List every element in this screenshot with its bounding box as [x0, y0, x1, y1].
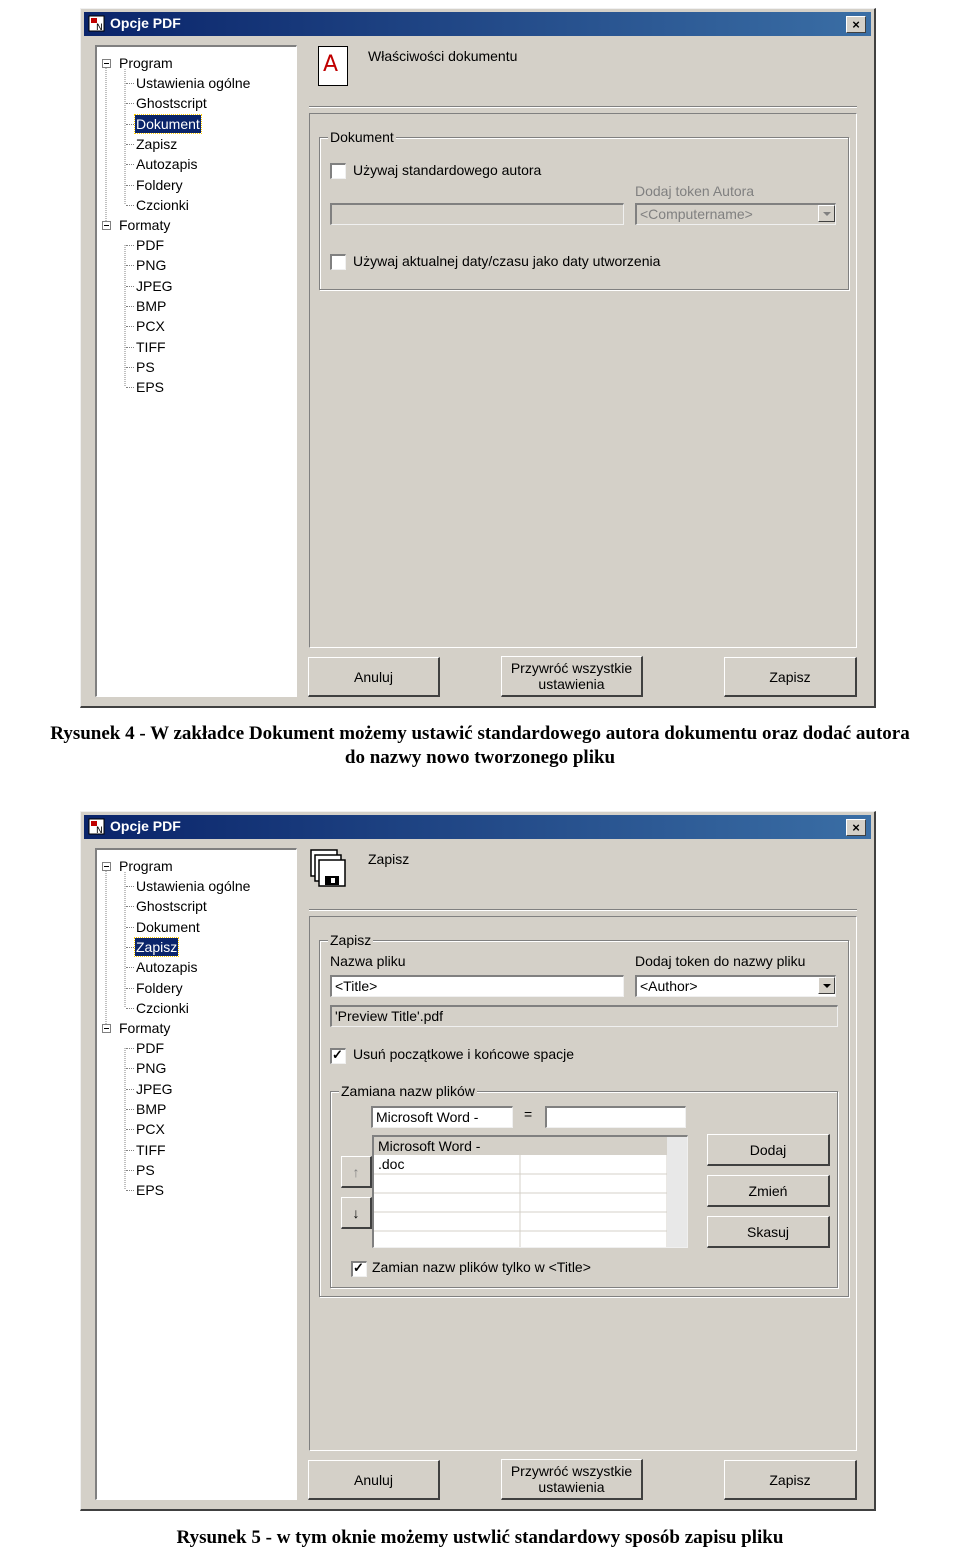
group-rename: [330, 1083, 838, 1288]
restore-line1: Przywróć wszystkie: [510, 1463, 633, 1479]
tree-node-item[interactable]: Ghostscript: [136, 95, 207, 112]
tree-node-item[interactable]: BMP: [136, 1100, 167, 1117]
tree-node-item[interactable]: Dokument: [136, 115, 200, 132]
tree-node-item[interactable]: JPEG: [136, 277, 173, 294]
tree-branch-line: [126, 367, 134, 368]
tree-branch-line: [126, 265, 134, 266]
svg-text:A: A: [323, 52, 339, 77]
tree-expander-program[interactable]: [102, 862, 111, 871]
document-author-icon: [319, 47, 347, 85]
tree-node-item[interactable]: Czcionki: [136, 196, 189, 213]
title-only-label[interactable]: Zamian nazw plików tylko w <Title>: [372, 1259, 591, 1275]
settings-panel: [309, 916, 857, 1451]
tree-expander-formats[interactable]: [102, 221, 111, 230]
svg-text:N: N: [96, 826, 103, 835]
tree-branch-line: [126, 886, 134, 887]
window-title: Opcje PDF: [110, 15, 181, 31]
chevron-down-icon[interactable]: [818, 977, 835, 994]
save-button[interactable]: Zapisz: [724, 657, 857, 697]
close-button[interactable]: ×: [846, 16, 866, 33]
options-window-document: [80, 8, 876, 708]
restore-defaults-button[interactable]: [501, 1459, 643, 1500]
tree-branch-line: [126, 306, 134, 307]
filename-token-label: Dodaj token do nazwy pliku: [635, 953, 806, 969]
window-title: Opcje PDF: [110, 818, 181, 834]
tree-node-item[interactable]: BMP: [136, 297, 167, 314]
tree-node-item[interactable]: Ustawienia ogólne: [136, 75, 251, 91]
tree-node-item[interactable]: Foldery: [136, 979, 183, 996]
caption-4-line2: do nazwy nowo tworzonego pliku: [344, 747, 616, 768]
tree-branch-line: [126, 286, 134, 287]
cancel-button[interactable]: Anuluj: [308, 657, 440, 697]
default-author-checkbox[interactable]: [330, 163, 346, 179]
close-button[interactable]: ×: [846, 819, 866, 836]
svg-text:N: N: [96, 23, 103, 32]
tree-branch-line: [126, 245, 134, 246]
tree-branch-line: [126, 205, 134, 206]
caption-5-line1: Rysunek 5 - w tym oknie możemy ustwlić standardowy sposób zapisu pliku: [176, 1527, 784, 1548]
tree-node-item[interactable]: Autozapis: [136, 959, 198, 976]
filename-input[interactable]: <Title>: [330, 975, 624, 997]
restore-line2: ustawienia: [538, 1479, 605, 1495]
panel-header-icon: [318, 46, 348, 86]
pdfcreator-app-icon: [88, 15, 105, 32]
tree-branch-line: [126, 947, 134, 948]
tree-node-item[interactable]: EPS: [136, 379, 165, 396]
tree-branch-line: [126, 988, 134, 989]
tree-node-item[interactable]: Ghostscript: [136, 898, 207, 915]
tree-node-program[interactable]: Program: [119, 858, 173, 874]
tree-node-item[interactable]: PS: [136, 358, 155, 375]
figure-caption-4: [0, 722, 960, 770]
tree-branch-line: [126, 1068, 134, 1069]
tree-branch-line: [126, 1170, 134, 1171]
tree-branch-line: [126, 164, 134, 165]
group-document: [319, 129, 849, 290]
pdfcreator-app-icon: [88, 818, 105, 835]
tree-node-program[interactable]: Program: [119, 55, 173, 71]
header-separator: [309, 909, 857, 911]
tree-node-formats[interactable]: Formaty: [119, 1020, 171, 1036]
tree-branch-line: [126, 1048, 134, 1049]
panel-title: Zapisz: [368, 851, 410, 867]
group-label-rename: Zamiana nazw plików: [341, 1083, 475, 1099]
tree-node-item[interactable]: Autozapis: [136, 156, 198, 173]
list-item[interactable]: Microsoft Word -: [374, 1137, 667, 1155]
restore-defaults-button[interactable]: [501, 656, 643, 697]
cancel-button[interactable]: Anuluj: [308, 1460, 440, 1500]
tree-node-item[interactable]: TIFF: [136, 1141, 166, 1158]
tree-node-item[interactable]: Ustawienia ogólne: [136, 878, 251, 894]
author-token-value: <Computername>: [640, 206, 753, 222]
settings-panel: [309, 113, 857, 648]
tree-branch-line: [126, 387, 134, 388]
move-up-button[interactable]: [341, 1156, 372, 1188]
tree-node-item[interactable]: JPEG: [136, 1080, 173, 1097]
title-only-checkbox[interactable]: [351, 1261, 367, 1277]
tree-node-item[interactable]: EPS: [136, 1182, 165, 1199]
trim-spaces-label[interactable]: Usuń początkowe i końcowe spacje: [353, 1046, 575, 1062]
tree-node-item[interactable]: PDF: [136, 237, 164, 253]
tree-node-item[interactable]: Dokument: [136, 918, 200, 935]
tree-branch-line: [126, 1008, 134, 1009]
group-label-save: Zapisz: [330, 932, 372, 948]
current-date-checkbox[interactable]: [330, 254, 346, 270]
author-token-label: Dodaj token Autora: [635, 183, 755, 199]
options-window-save: [80, 811, 876, 1511]
tree-branch-line: [126, 967, 134, 968]
delete-button[interactable]: Skasuj: [707, 1216, 830, 1248]
tree-expander-formats[interactable]: [102, 1024, 111, 1033]
tree-branch-line: [126, 1190, 134, 1191]
rename-from-input[interactable]: Microsoft Word -: [371, 1106, 513, 1128]
save-disks-icon: [309, 848, 349, 890]
rename-to-input[interactable]: [545, 1106, 686, 1128]
filename-token-value: <Author>: [640, 978, 698, 994]
move-down-button[interactable]: [341, 1197, 372, 1229]
tree-node-item[interactable]: Foldery: [136, 176, 183, 193]
tree-node-item[interactable]: TIFF: [136, 338, 166, 355]
chevron-down-icon[interactable]: [818, 205, 835, 222]
settings-tree[interactable]: [95, 45, 297, 697]
tree-node-item[interactable]: PS: [136, 1161, 155, 1178]
arrow-up-icon: ↑: [352, 1163, 360, 1180]
tree-node-item[interactable]: PCX: [136, 1121, 165, 1138]
tree-node-item[interactable]: Czcionki: [136, 999, 189, 1016]
tree-node-item[interactable]: PNG: [136, 257, 167, 274]
tree-branch-line: [126, 1150, 134, 1151]
tree-node-item[interactable]: PNG: [136, 1060, 167, 1077]
tree-branch-line: [126, 144, 134, 145]
title-bar[interactable]: [84, 12, 871, 36]
save-button[interactable]: Zapisz: [724, 1460, 857, 1500]
arrow-down-icon: ↓: [352, 1204, 360, 1221]
tree-expander-program[interactable]: [102, 59, 111, 68]
tree-node-item[interactable]: Zapisz: [136, 938, 178, 955]
author-token-dropdown[interactable]: [635, 203, 836, 225]
tree-branch-line: [126, 347, 134, 348]
tree-branch-line: [126, 1129, 134, 1130]
change-button[interactable]: Zmień: [707, 1175, 830, 1207]
group-save: [319, 932, 849, 1297]
tree-branch-line: [126, 1089, 134, 1090]
settings-tree[interactable]: [95, 848, 297, 1500]
filename-preview: 'Preview Title'.pdf: [330, 1005, 838, 1027]
tree-branch-line: [126, 906, 134, 907]
tree-branch-line: [126, 1109, 134, 1110]
tree-node-item[interactable]: Zapisz: [136, 135, 178, 152]
header-separator: [309, 106, 857, 108]
panel-title: Właściwości dokumentu: [368, 48, 518, 64]
figure-caption-5: [0, 1526, 960, 1550]
tree-branch-line: [126, 326, 134, 327]
current-date-label[interactable]: Używaj aktualnej daty/czasu jako daty utworzenia: [353, 253, 661, 269]
caption-4-line1: Rysunek 4 - W zakładce Dokument możemy ustawić standardowego autora dokumentu oraz dodać autora: [50, 723, 910, 744]
tree-branch-line: [126, 927, 134, 928]
restore-line1: Przywróć wszystkie: [510, 660, 633, 676]
tree-branch-line: [126, 185, 134, 186]
rename-list[interactable]: [372, 1135, 688, 1248]
filename-label: Nazwa pliku: [330, 953, 406, 969]
trim-spaces-checkbox[interactable]: [330, 1048, 346, 1064]
restore-line2: ustawienia: [538, 676, 605, 692]
filename-token-dropdown[interactable]: [635, 975, 836, 997]
tree-branch-line: [126, 83, 134, 84]
tree-branch-line: [126, 103, 134, 104]
tree-branch-line: [126, 124, 134, 125]
rename-equals-sign: =: [524, 1106, 533, 1122]
tree-node-item[interactable]: PCX: [136, 318, 165, 335]
tree-node-item[interactable]: PDF: [136, 1040, 164, 1056]
default-author-label[interactable]: Używaj standardowego autora: [353, 162, 542, 178]
author-name-field[interactable]: [330, 203, 624, 225]
add-button[interactable]: Dodaj: [707, 1134, 830, 1166]
group-label-document: Dokument: [330, 129, 394, 145]
tree-node-formats[interactable]: Formaty: [119, 217, 171, 233]
title-bar[interactable]: [84, 815, 871, 839]
list-item[interactable]: .doc: [378, 1156, 405, 1172]
